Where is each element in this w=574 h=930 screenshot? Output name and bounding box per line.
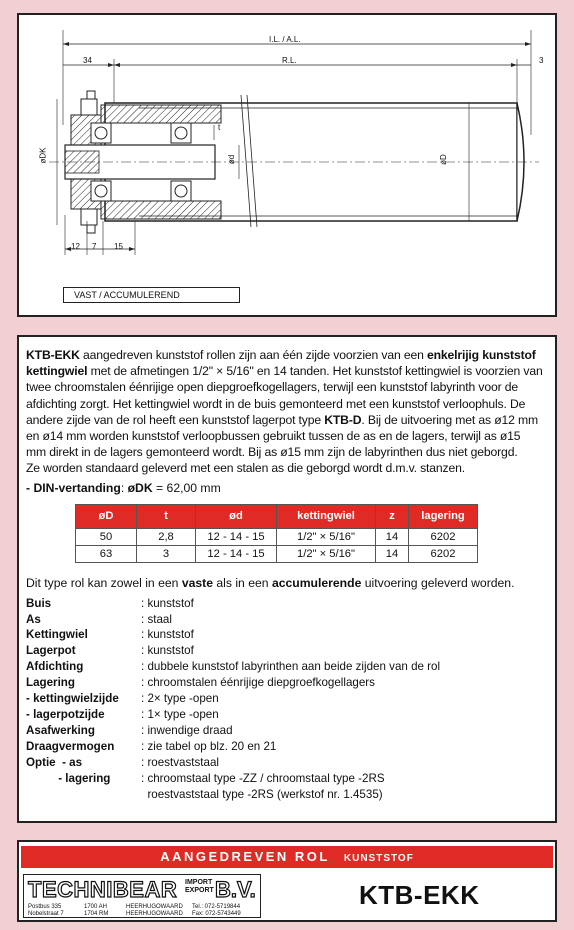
table-cell: 1/2" × 5/16": [277, 528, 376, 545]
dim-12-label: 12: [71, 242, 80, 251]
od-k-dimension-label: øDK: [38, 147, 48, 164]
availability-highlight: vaste: [181, 575, 213, 590]
footer-panel: [17, 840, 557, 922]
dim-7-label: 7: [92, 242, 97, 251]
table-row: [76, 528, 478, 545]
property-row: [26, 771, 543, 787]
property-value: : chroomstaal type -ZZ / chroomstaal type -2RS: [141, 771, 385, 785]
drawing-caption: VAST / ACCUMULEREND: [63, 287, 240, 303]
company-logo: [23, 874, 261, 918]
table-cell: 12 - 14 - 15: [196, 545, 277, 562]
right-3-dimension-label: 3: [539, 56, 544, 65]
table-cell: 6202: [409, 528, 478, 545]
table-cell: 1/2" × 5/16": [277, 545, 376, 562]
property-value: : kunststof: [141, 596, 194, 610]
address-street: Postbus 335 Nobelstraat 7: [28, 904, 64, 917]
property-key: - lagerpotzijde: [26, 707, 105, 721]
table-cell: 14: [376, 528, 409, 545]
property-key: Optie - as: [26, 755, 83, 769]
product-description: [26, 347, 543, 477]
din-value: = 62,00 mm: [152, 480, 221, 495]
logo-wordmark: TECHNIBEAR: [28, 877, 178, 902]
property-key: - kettingwielzijde: [26, 692, 119, 706]
property-key: Lagerpot: [26, 644, 76, 658]
property-row: [26, 787, 543, 803]
property-row: [26, 739, 543, 755]
property-row: [26, 707, 543, 723]
property-key: Lagering: [26, 676, 75, 690]
availability-text: als in een: [212, 575, 272, 590]
category-banner: [21, 846, 553, 868]
technical-drawing-panel: [17, 13, 557, 317]
property-row: [26, 755, 543, 771]
property-value: : dubbele kunststof labyrinthen aan beide zijden van de rol: [141, 660, 441, 674]
property-value: roestvaststaal type -2RS (werkstof nr. 1.4535): [141, 787, 383, 801]
t-wall-dimension-label: t: [218, 123, 221, 132]
description-highlight: enkelrijig kunststof kettingwiel: [26, 348, 536, 379]
col-header-od: ød: [196, 504, 277, 528]
availability-highlight: accumulerende: [271, 575, 362, 590]
od-shaft-dimension-label: ød: [227, 154, 237, 165]
banner-title: AANGEDREVEN ROL: [160, 849, 330, 864]
col-header-kettingwiel: kettingwiel: [277, 504, 376, 528]
table-row: [76, 545, 478, 562]
description-highlight: KTB-D: [324, 412, 362, 427]
table-cell: 14: [376, 545, 409, 562]
spec-table-header-row: [76, 504, 478, 528]
property-value: : 1× type -open: [141, 707, 219, 721]
properties-list: [26, 596, 543, 803]
product-name-inline: KTB-EKK: [26, 348, 80, 362]
din-line: [26, 481, 543, 495]
banner-subtitle: KUNSTSTOF: [343, 853, 414, 864]
property-value: : staal: [141, 612, 172, 626]
property-value: : 2× type -open: [141, 692, 219, 706]
property-row: [26, 691, 543, 707]
description-text: Ze worden standaard geleverd met een stalen as die geborgd wordt d.m.v. stanzen.: [26, 461, 465, 476]
description-text: met de afmetingen 1/2" × 5/16" en 14 tanden. Het kunststof kettingwiel is voorzien van twee chroomstalen éénrijige open diepgroefkogellagers, terwijl een kunststof labyrinth voor de afdichting zorgt. Het kettingwiel wordt in de buis gemonteerd met een kunststof verloophuls. De andere zijde van de rol heeft een kunststof lagerpot type: [26, 364, 543, 427]
description-text: . Bij de uitvoering met as ø12 mm en ø14 mm worden kunststof verloopbussen gebruikt tussen de as en de lagers, terwijl as ø15 mm direkt in de lagers gemonteerd wordt. Bij as ø15 mm zijn de labyrinthen dus niet geborgd.: [26, 412, 538, 460]
din-label: DIN-vertanding: [33, 480, 121, 495]
oD-tube-dimension-label: øD: [438, 154, 448, 165]
col-header-t: t: [137, 504, 196, 528]
description-panel: [17, 335, 557, 823]
property-row: [26, 627, 543, 643]
property-value: : inwendige draad: [141, 723, 233, 737]
address-phone-fax: Tel.: 072-5719844 Fax: 072-5743449: [192, 904, 241, 917]
col-header-lagering: lagering: [409, 504, 478, 528]
table-cell: 63: [76, 545, 137, 562]
property-value: : roestvaststaal: [141, 755, 219, 769]
din-symbol: øDK: [127, 480, 153, 495]
property-key: Draagvermogen: [26, 739, 115, 753]
spec-table: [75, 504, 478, 563]
col-header-oD: øD: [76, 504, 137, 528]
product-code: KTB-EKK: [359, 880, 480, 910]
property-row: [26, 612, 543, 628]
property-key: Buis: [26, 596, 52, 610]
dim-15-label: 15: [114, 242, 123, 251]
property-value: : chroomstalen éénrijige diepgroefkogellagers: [141, 676, 375, 690]
property-key: Afdichting: [26, 660, 84, 674]
property-row: [26, 675, 543, 691]
logo-bv: B.V.: [215, 877, 256, 902]
property-key: As: [26, 612, 41, 626]
rl-dimension-label: R.L.: [282, 56, 297, 65]
left-34-dimension-label: 34: [83, 56, 92, 65]
property-row: [26, 643, 543, 659]
din-sep: :: [120, 480, 128, 495]
property-key: Asafwerking: [26, 723, 95, 737]
availability-line: [26, 576, 543, 590]
property-value: : zie tabel op blz. 20 en 21: [141, 739, 277, 753]
logo-import-export: IMPORT EXPORT: [185, 879, 214, 894]
table-cell: 3: [137, 545, 196, 562]
table-cell: 6202: [409, 545, 478, 562]
table-cell: 50: [76, 528, 137, 545]
table-cell: 12 - 14 - 15: [196, 528, 277, 545]
property-value: : kunststof: [141, 644, 194, 658]
table-cell: 2,8: [137, 528, 196, 545]
property-value: : kunststof: [141, 628, 194, 642]
il-al-dimension-label: I.L. / A.L.: [269, 35, 301, 44]
property-key: [26, 787, 141, 803]
availability-text: uitvoering geleverd worden.: [361, 575, 515, 590]
property-row: [26, 659, 543, 675]
property-key: - lagering: [26, 771, 111, 785]
address-city: HEERHUGOWAARD HEERHUGOWAARD: [126, 904, 183, 917]
col-header-z: z: [376, 504, 409, 528]
property-row: [26, 596, 543, 612]
property-row: [26, 723, 543, 739]
property-key: Kettingwiel: [26, 628, 88, 642]
din-prefix: -: [26, 480, 34, 495]
address-postcode: 1700 AH 1704 RM: [84, 904, 109, 917]
description-text: aangedreven kunststof rollen zijn aan één zijde voorzien van een: [79, 348, 427, 362]
availability-text: Dit type rol kan zowel in een: [26, 575, 182, 590]
